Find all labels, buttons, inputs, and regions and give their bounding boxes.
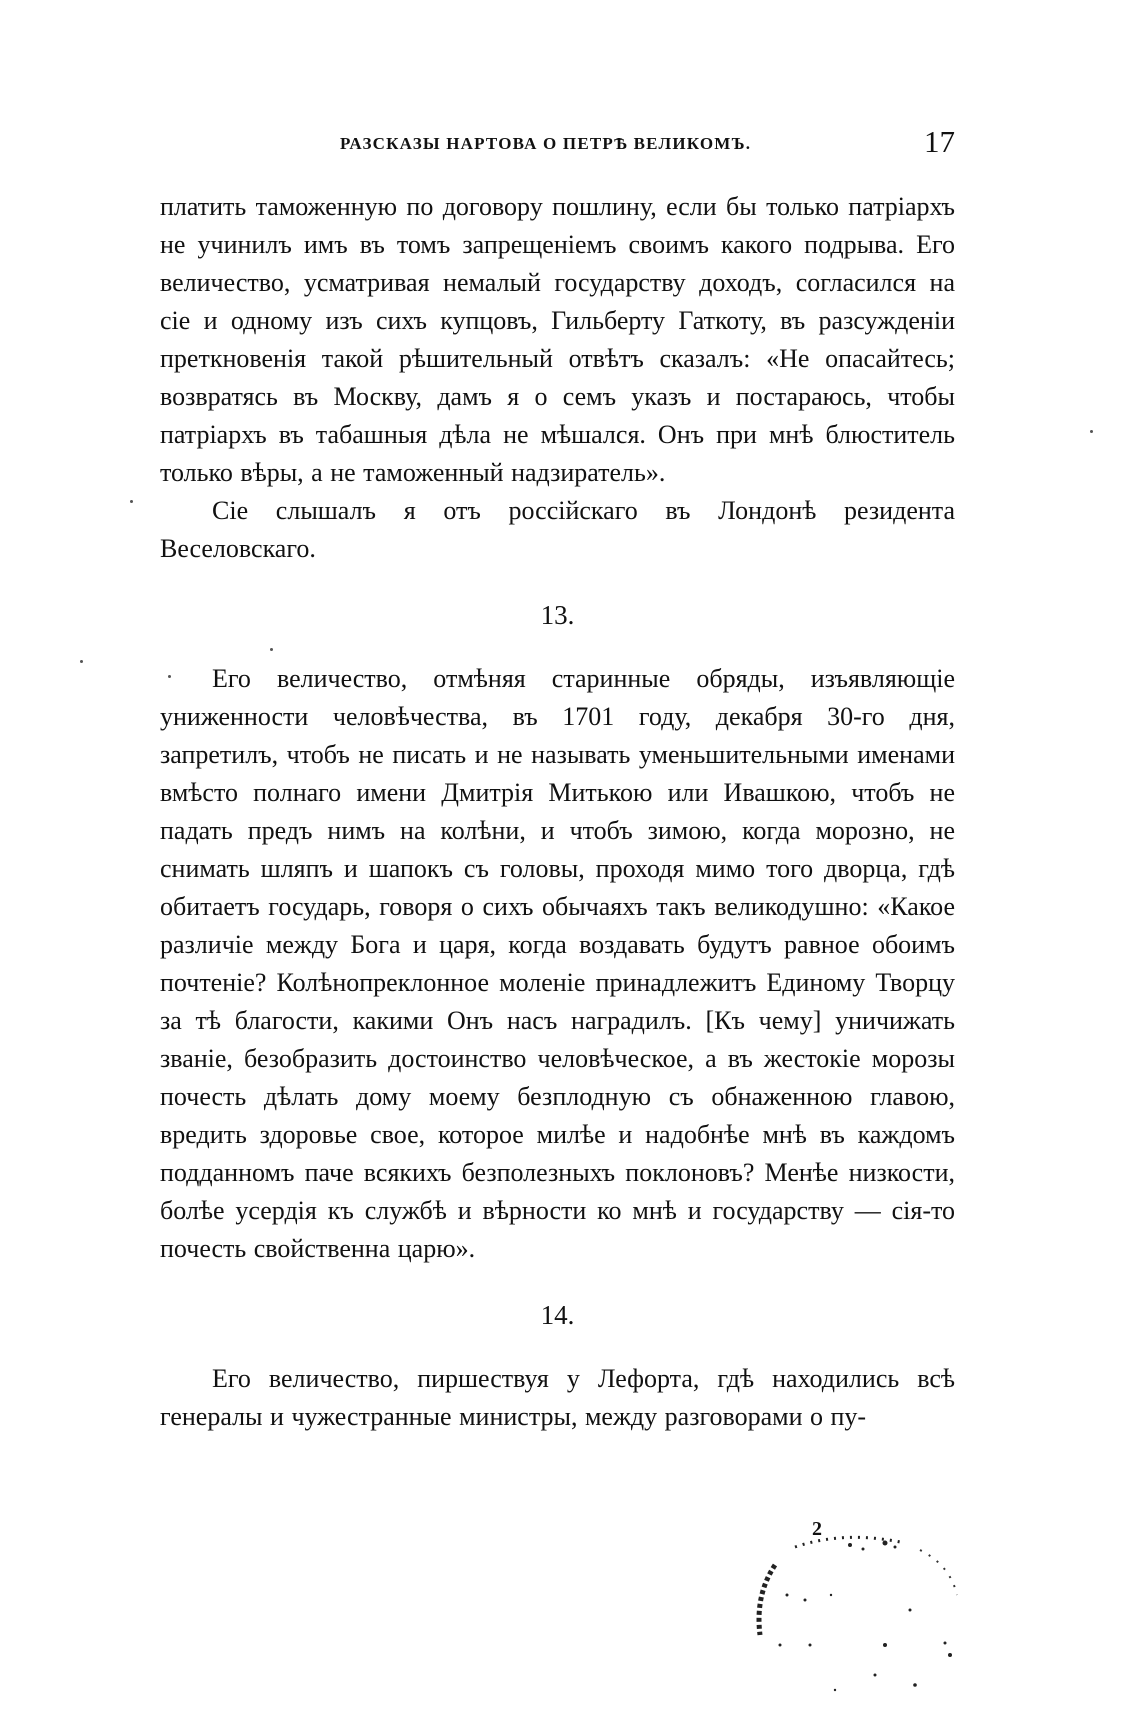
- margin-speck: [168, 675, 171, 678]
- library-stamp-icon: [735, 1525, 995, 1695]
- running-head: [160, 124, 955, 164]
- margin-speck: [80, 660, 83, 663]
- signature-mark: 2: [812, 1518, 822, 1540]
- section-14-text: Его величество, пиршествуя у Лефорта, гдѣ находились всѣ генералы и чужестранные министры, между разговорами о пу-: [160, 1364, 955, 1431]
- section-13-text: Его величество, отмѣняя старинные обряды, изъявляющіе униженности человѣчества, въ 1701 году, декабря 30-го дня, запретилъ, чтобъ не писать и не называть уменьшительными именами вмѣсто полнаго имени Дмитрія Митькою или Ивашкою, чтобъ не падать предъ нимъ на колѣни, и чтобъ зимою, когда морозно, не снимать шляпъ и шапокъ съ головы, проходя мимо того дворца, гдѣ обитаетъ государь, говоря о сихъ обычаяхъ такъ великодушно: «Какое различіе между Бога и царя, когда воздавать будутъ равное обоимъ почтеніе? Колѣнопреклонное моленіе принадлежитъ Единому Творцу за тѣ благости, какими Онъ насъ наградилъ. [Къ чему] уничижать званіе, безобразить достоинство человѣческое, а въ жестокіе морозы почесть дѣлать дому моему безплодную съ обнаженною главою, вредить здоровье свое, которое милѣе и надобнѣе мнѣ въ каждомъ подданномъ паче всякихъ безполезныхъ поклоновъ? Менѣе низкости, болѣе усердія къ службѣ и вѣрности ко мнѣ и государству — сія-то почесть свойственна царю».: [160, 664, 955, 1263]
- margin-speck: [270, 648, 273, 651]
- paragraph-source-note: Сіе слышалъ я отъ россійскаго въ Лондонѣ резидента Веселовскаго.: [160, 496, 955, 563]
- margin-speck: [130, 500, 133, 503]
- running-title: РАЗСКАЗЫ НАРТОВА О ПЕТРѢ ВЕЛИКОМЪ.: [340, 134, 752, 153]
- body-text: [160, 188, 955, 1436]
- section-number-14: 14.: [540, 1300, 575, 1330]
- page-number: 17: [924, 124, 955, 159]
- section-number-13: 13.: [540, 600, 575, 630]
- paragraph-continued: платить таможенную по договору пошлину, если бы только патріархъ не учинилъ имъ въ томъ запрещеніемъ своимъ какого подрыва. Его величество, усматривая немалый государству доходъ, согласился на сіе и одному изъ сихъ купцовъ, Гильберту Гаткоту, въ разсужденіи преткновенія такой рѣшительный отвѣтъ сказалъ: «Не опасайтесь; возвратясь въ Москву, дамъ я о семъ указъ и постараюсь, чтобы патріархъ въ табашныя дѣла не мѣшался. Онъ при мнѣ блюститель только вѣры, а не таможенный надзиратель».: [160, 192, 955, 487]
- margin-speck: [1090, 430, 1093, 433]
